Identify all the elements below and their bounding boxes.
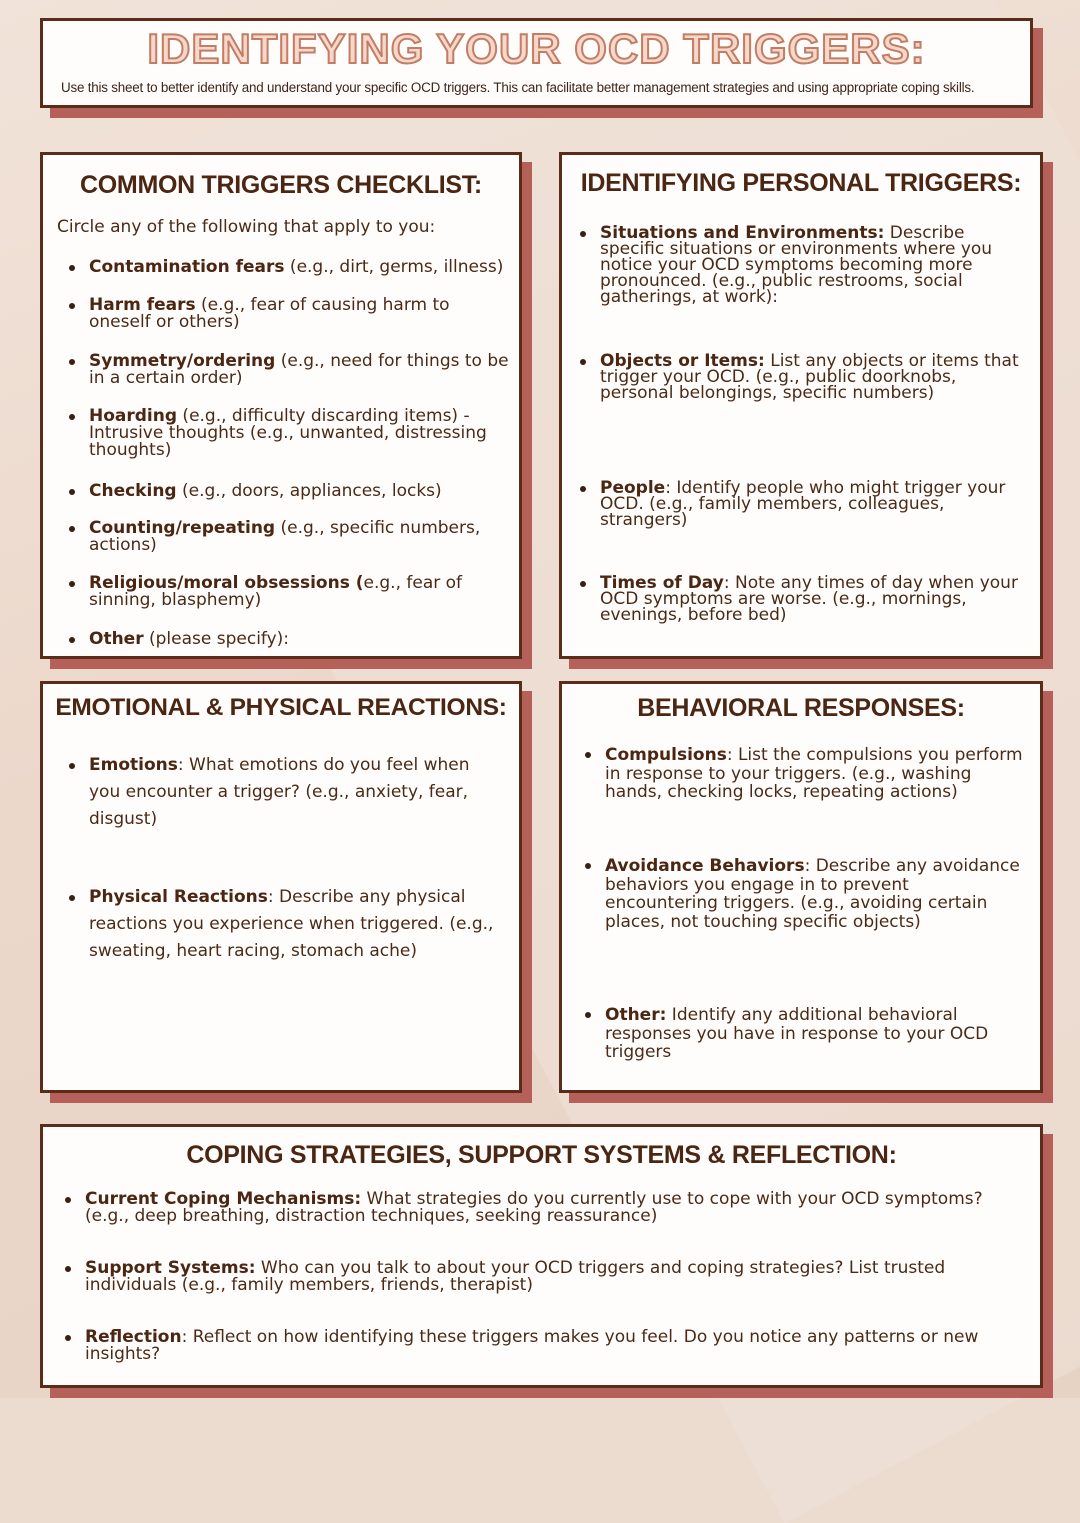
section-title: COMMON TRIGGERS CHECKLIST: [80,171,482,199]
list-item: Contamination fears (e.g., dirt, germs, illness) [89,259,509,276]
section-title: EMOTIONAL & PHYSICAL REACTIONS: [55,694,507,721]
list-item: Avoidance Behaviors: Describe any avoidance behaviors you engage in to prevent encountering triggers. (e.g., avoiding certain places, not touching specific objects) [605,856,1020,932]
list-item: Compulsions: List the compulsions you perform in response to your triggers. (e.g., washing hands, checking locks, repeating actions) [605,746,1030,802]
list-item: Times of Day: Note any times of day when your OCD symptoms are worse. (e.g., mornings, evenings, before bed) [600,575,1020,623]
list-item: Harm fears (e.g., fear of causing harm to oneself or others) [89,297,509,331]
list-item: Other (please specify): [89,631,509,648]
behavioral-card [559,681,1043,1093]
header-card [40,18,1033,108]
checklist-intro: Circle any of the following that apply to you: [57,217,436,237]
list-item: Religious/moral obsessions (e.g., fear of sinning, blasphemy) [89,575,519,609]
list-item: People: Identify people who might trigger your OCD. (e.g., family members, colleagues, strangers) [600,480,1030,528]
list-item: Current Coping Mechanisms: What strategies do you currently use to cope with your OCD symptoms? (e.g., deep breathing, distraction techniques, seeking reassurance) [85,1191,1025,1225]
list-item: Hoarding (e.g., difficulty discarding items) - Intrusive thoughts (e.g., unwanted, distressing thoughts) [89,408,489,459]
list-item: Other: Identify any additional behavioral responses you have in response to your OCD triggers [605,1006,1005,1062]
common-triggers-card [40,152,522,659]
section-title: BEHAVIORAL RESPONSES: [637,694,965,722]
list-item: Checking (e.g., doors, appliances, locks) [89,483,509,500]
list-item: Support Systems: Who can you talk to about your OCD triggers and coping strategies? List trusted individuals (e.g., family members, friends, therapist) [85,1260,1025,1294]
list-item: Situations and Environments: Describe specific situations or environments where you notice your OCD symptoms becoming more pronounced. (e.g., public restrooms, social gatherings, at work): [600,225,1030,305]
page-subtitle: Use this sheet to better identify and understand your specific OCD triggers. This can facilitate better management strategies and using appropriate coping skills. [61,80,975,95]
list-item: Counting/repeating (e.g., specific numbers, actions) [89,520,489,554]
section-title: COPING STRATEGIES, SUPPORT SYSTEMS & REFLECTION: [186,1141,897,1169]
personal-triggers-card [559,152,1043,659]
list-item: Symmetry/ordering (e.g., need for things to be in a certain order) [89,353,519,387]
list-item: Objects or Items: List any objects or items that trigger your OCD. (e.g., public doorknobs, personal belongings, specific numbers) [600,353,1030,401]
list-item: Physical Reactions: Describe any physical reactions you experience when triggered. (e.g., sweating, heart racing, stomach ache) [89,884,499,965]
reactions-card [40,681,522,1093]
list-item: Emotions: What emotions do you feel when you encounter a trigger? (e.g., anxiety, fear, disgust) [89,752,499,833]
section-title: IDENTIFYING PERSONAL TRIGGERS: [580,169,1022,197]
page-title: IDENTIFYING YOUR OCD TRIGGERS: [147,25,926,72]
list-item: Reflection: Reflect on how identifying these triggers makes you feel. Do you notice any patterns or new insights? [85,1329,1035,1363]
coping-card [40,1124,1043,1388]
